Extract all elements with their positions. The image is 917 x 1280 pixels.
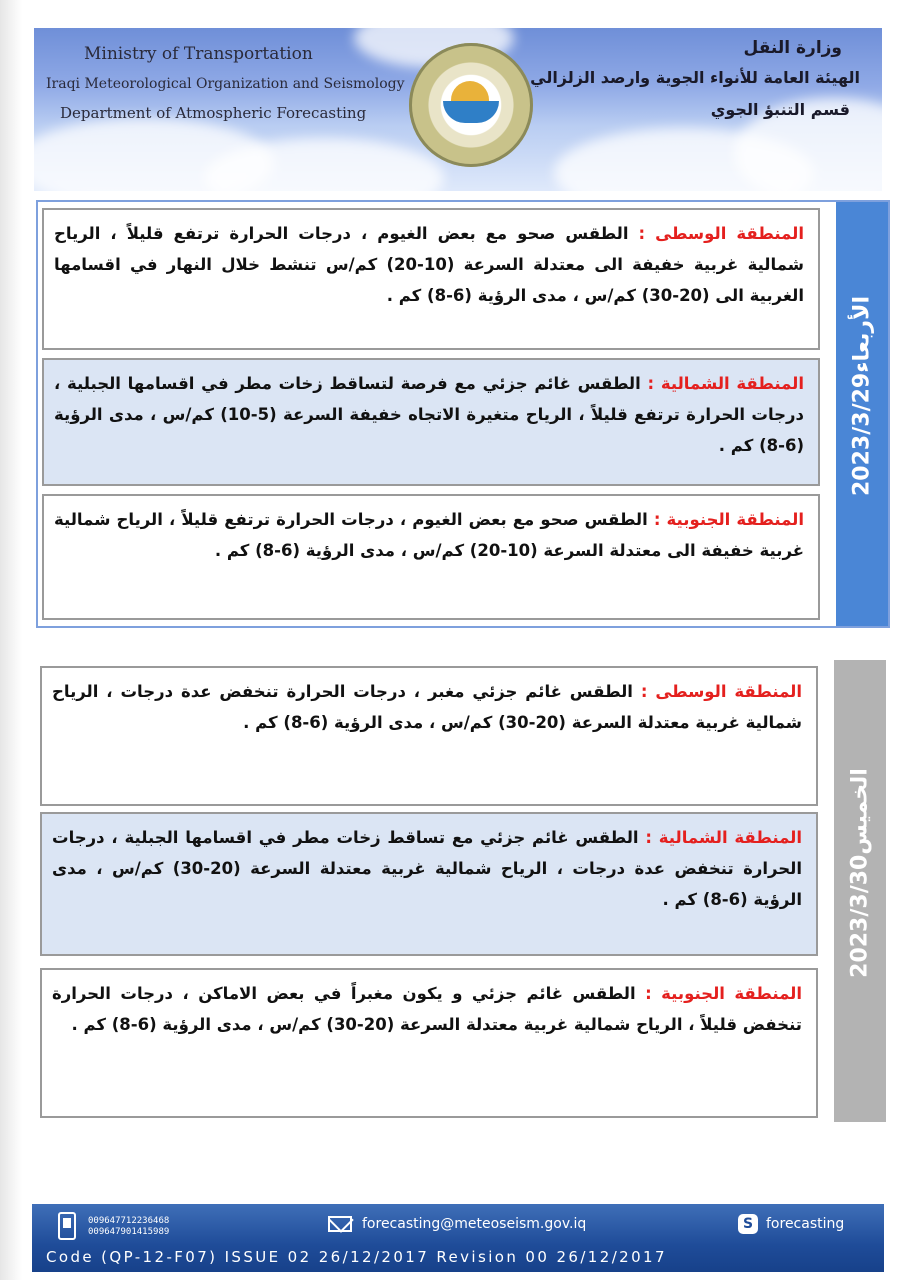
day-name: الخميس — [847, 768, 873, 855]
day-date: 2023/3/29 — [849, 372, 875, 497]
region-forecast-text: الطقس غائم جزئي مع تساقط زخات مطر في اقسامها الجبلية ، درجات الحرارة تنخفض عدة درجات ، الرياح شمالية غربية معتدلة السرعة (20-30) كم/س ، مدى الرؤية (6-8) كم . — [52, 828, 802, 909]
region-box-central — [40, 666, 818, 806]
footer-banner — [32, 1204, 884, 1272]
day-sidebar — [836, 202, 888, 626]
header-en-organization: Iraqi Meteorological Organization and Seismology — [46, 76, 405, 92]
region-box-southern — [40, 968, 818, 1118]
region-box-northern — [40, 812, 818, 956]
region-box-northern — [42, 358, 820, 486]
mail-icon — [328, 1216, 352, 1232]
phone-number-1: 009647712236468 — [88, 1216, 170, 1226]
region-label: المنطقة الشمالية : — [647, 374, 805, 393]
day-group-2 — [36, 660, 886, 1122]
phone-numbers — [88, 1216, 169, 1238]
phone-icon — [58, 1212, 76, 1240]
logo-sea-icon — [443, 101, 499, 123]
email-address: forecasting@meteoseism.gov.iq — [362, 1216, 587, 1232]
day-sidebar — [834, 660, 886, 1122]
region-forecast-text: الطقس غائم جزئي و يكون مغبراً في بعض الاماكن ، درجات الحرارة تنخفض قليلاً ، الرياح شمالية غربية معتدلة السرعة (20-30) كم/س ، مدى الرؤية (6-8) كم . — [52, 984, 802, 1034]
header-ar-ministry: وزارة النقل — [743, 38, 842, 58]
organization-logo — [409, 43, 533, 167]
region-forecast-text: الطقس غائم جزئي مغبر ، درجات الحرارة تنخفض عدة درجات ، الرياح شمالية غربية معتدلة السرعة (20-30) كم/س ، مدى الرؤية (6-8) كم . — [52, 682, 802, 732]
header-en-department: Department of Atmospheric Forecasting — [60, 104, 367, 122]
region-label: المنطقة الشمالية : — [645, 828, 803, 847]
header-ar-department: قسم التنبؤ الجوي — [710, 100, 850, 119]
header-ar-organization: الهيئة العامة للأنواء الجوية وارصد الزلزالي — [530, 68, 860, 87]
region-box-central — [42, 208, 820, 350]
document-code: Code (QP-12-F07) ISSUE 02 26/12/2017 Revision 00 26/12/2017 — [46, 1248, 667, 1266]
region-label: المنطقة الوسطى : — [640, 682, 802, 701]
day-group-1 — [36, 200, 890, 628]
logo-sun-icon — [451, 81, 489, 103]
region-label: المنطقة الوسطى : — [638, 224, 804, 243]
skype-handle: forecasting — [766, 1216, 845, 1232]
day-date: 2023/3/30 — [847, 854, 873, 978]
region-label: المنطقة الجنوبية : — [645, 984, 802, 1003]
header-en-ministry: Ministry of Transportation — [84, 44, 313, 64]
day-name: الأربعاء — [849, 295, 875, 373]
region-box-southern — [42, 494, 820, 620]
phone-number-2: 009647901415989 — [88, 1227, 170, 1237]
header-banner — [34, 28, 882, 191]
region-forecast-text: الطقس صحو مع بعض الغيوم ، درجات الحرارة ترتفع قليلاً ، الرياح شمالية غربية خفيفة الى معتدلة السرعة (10-20) كم/س تنشط خلال النهار في اقسامها الغربية الى (20-30) كم/س ، مدى الرؤية (6-8) كم . — [54, 224, 804, 305]
skype-icon: S — [738, 1214, 758, 1234]
region-forecast-text: الطقس غائم جزئي مع فرصة لتساقط زخات مطر في اقسامها الجبلية ، درجات الحرارة ترتفع قليلاً ، الرياح متغيرة الاتجاه خفيفة السرعة (5-10) كم/س ، مدى الرؤية (6-8) كم . — [54, 374, 804, 455]
region-forecast-text: الطقس صحو مع بعض الغيوم ، درجات الحرارة ترتفع قليلاً ، الرياح شمالية غربية خفيفة الى معتدلة السرعة (10-20) كم/س ، مدى الرؤية (6-8) كم . — [54, 510, 804, 560]
region-label: المنطقة الجنوبية : — [653, 510, 805, 529]
